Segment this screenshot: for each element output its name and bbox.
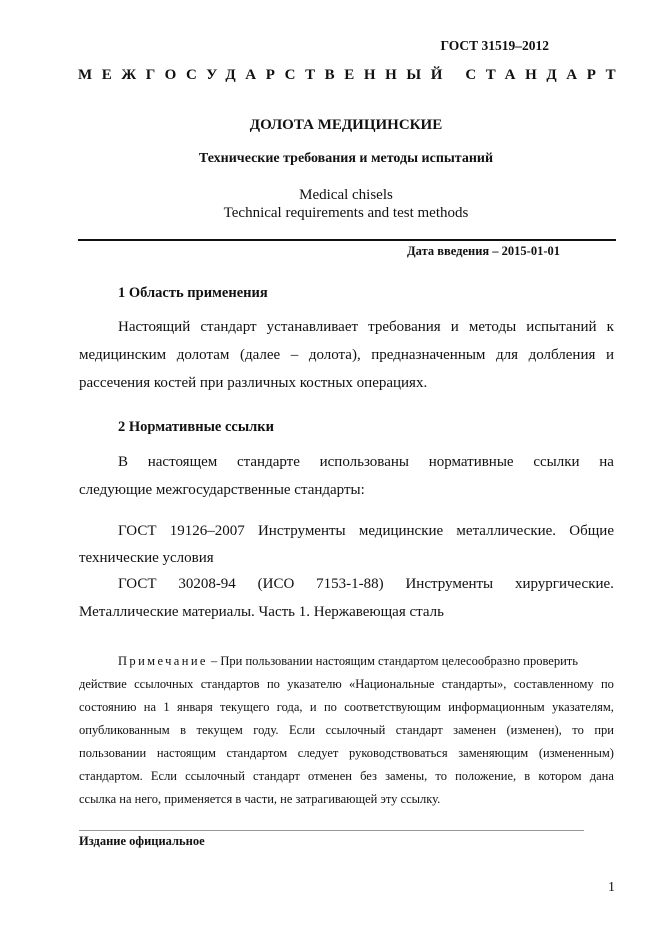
- reference-gost-30208-continued: Металлические материалы. Часть 1. Нержавеющая сталь: [79, 604, 444, 620]
- note-line: опубликованным в текущем году. Если ссылочный стандарт заменен (изменен), то при: [79, 723, 614, 737]
- english-subtitle: Technical requirements and test methods: [223, 205, 469, 221]
- reference-gost-30208: ГОСТ 30208-94 (ИСО 7153-1-88) Инструменты хирургические.: [118, 576, 614, 592]
- note-first-line: Примечание – При пользовании настоящим стандартом целесообразно проверить: [118, 654, 578, 668]
- note-line: пользовании настоящим стандартом следует руководствоваться заменяющим (измененным): [79, 746, 614, 760]
- section-1-paragraph-line: медицинским долотам (далее – долота), предназначенным для долбления и: [79, 347, 614, 363]
- section-1-heading: 1 Область применения: [118, 285, 268, 301]
- footer-divider: [79, 830, 584, 831]
- section-2-paragraph-line: следующие межгосударственные стандарты:: [79, 482, 365, 498]
- note-label: Примечание: [118, 654, 208, 668]
- page-number: 1: [608, 880, 615, 895]
- english-title: Medical chisels: [299, 187, 393, 203]
- section-2-paragraph-line: В настоящем стандарте использованы нормативные ссылки на: [118, 454, 614, 470]
- reference-gost-19126: ГОСТ 19126–2007 Инструменты медицинские металлические. Общие: [118, 523, 614, 539]
- edition-label: Издание официальное: [79, 834, 205, 848]
- document-title: ДОЛОТА МЕДИЦИНСКИЕ: [249, 117, 443, 133]
- introduction-date: Дата введения – 2015-01-01: [407, 244, 560, 258]
- document-subtitle: Технические требования и методы испытаний: [198, 151, 494, 166]
- section-1-paragraph-line: Настоящий стандарт устанавливает требования и методы испытаний к: [118, 319, 614, 335]
- note-line: состоянию на 1 января текущего года, и по соответствующим информационным указателям,: [79, 700, 614, 714]
- title-divider: [78, 239, 616, 241]
- note-line: стандартом. Если ссылочный стандарт отменен без замены, то положение, в котором дана: [79, 769, 614, 783]
- note-line: ссылка на него, применяется в части, не затрагивающей эту ссылку.: [79, 792, 441, 806]
- document-number: ГОСТ 31519–2012: [440, 38, 549, 53]
- note-line: действие ссылочных стандартов по указателю «Национальные стандарты», составленному по: [79, 677, 614, 691]
- standard-type-heading: МЕЖГОСУДАРСТВЕННЫЙ СТАНДАРТ: [78, 67, 626, 83]
- reference-gost-19126-continued: технические условия: [79, 550, 214, 566]
- section-2-heading: 2 Нормативные ссылки: [118, 419, 274, 435]
- section-1-paragraph-line: рассечения костей при различных костных операциях.: [79, 375, 428, 391]
